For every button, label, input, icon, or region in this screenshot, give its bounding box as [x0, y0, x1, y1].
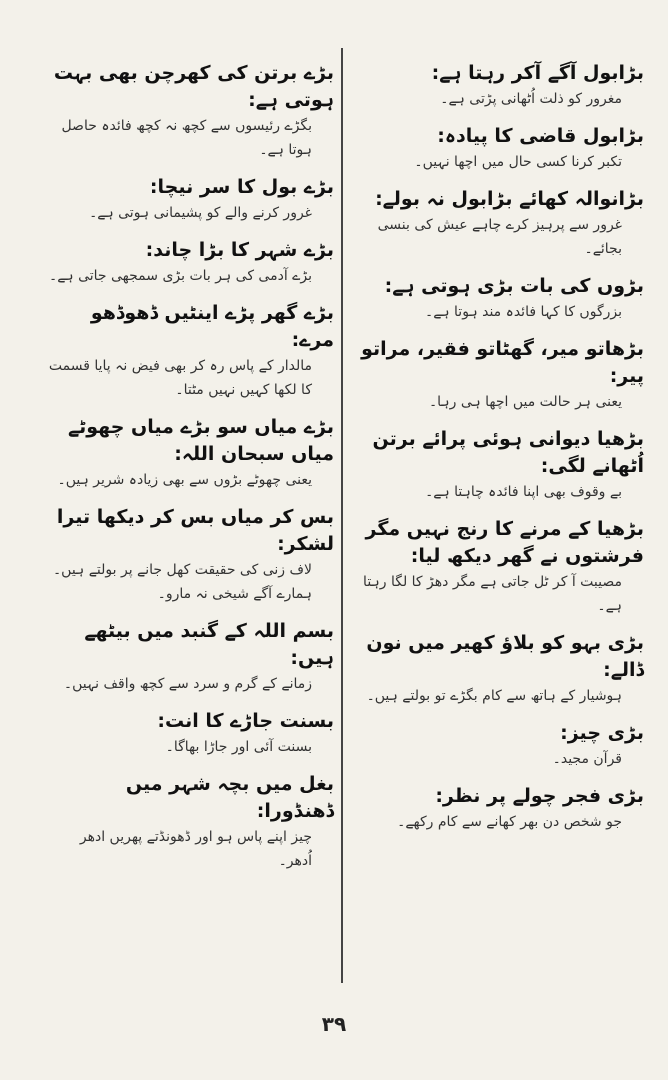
entry [44, 60, 334, 162]
proverb-meaning: چیز اپنے پاس ہو اور ڈھونڈتے پھریں ادھر اُدھر۔ [79, 829, 312, 869]
proverb-heading: بسنت جاڑے کا انت: [157, 710, 334, 732]
proverb-meaning: تکبر کرنا کسی حال میں اچھا نہیں۔ [414, 154, 622, 170]
proverb-heading: بڑے برتن کی کھرچن بھی بہت ہوتی ہے: [53, 62, 334, 111]
proverb-meaning: لاف زنی کی حقیقت کھل جانے پر بولتے ہیں۔ ہمارے آگے شیخی نہ مارو۔ [52, 562, 312, 602]
entry [44, 771, 334, 873]
entry [44, 237, 334, 288]
proverb-heading: بڑے گھر پڑے اینٹیں ڈھوڈھو مرے: [90, 302, 334, 351]
entry [352, 186, 644, 261]
proverb-heading: بڑھیا کے مرنے کا رنج نہیں مگر فرشتوں نے گھر دیکھ لیا: [365, 518, 644, 567]
proverb-meaning: مالدار کے پاس رہ کر بھی فیض نہ پایا قسمت کا لکھا کہیں نہیں مٹتا۔ [48, 358, 312, 398]
proverb-meaning: قرآن مجید۔ [552, 751, 622, 767]
proverb-heading: بڑے شہر کا بڑا چاند: [145, 239, 334, 261]
entry [44, 300, 334, 402]
entry [352, 60, 644, 111]
entry [44, 504, 334, 606]
right-column [352, 60, 644, 846]
proverb-heading: بڑے میاں سو بڑے میاں چھوٹے میاں سبحان اللہ: [68, 416, 334, 465]
proverb-heading: بڑابول آگے آکر رہتا ہے: [431, 62, 644, 84]
proverb-heading: بغل میں بچہ شہر میں ڈھنڈورا: [125, 773, 334, 822]
proverb-meaning: بے وقوف بھی اپنا فائدہ چاہتا ہے۔ [425, 484, 622, 500]
proverb-heading: بڑھاتو میر، گھٹاتو فقیر، مراتو پیر: [361, 338, 644, 387]
proverb-heading: بڑانوالہ کھائے بڑابول نہ بولے: [375, 188, 644, 210]
proverb-meaning: بگڑے رئیسوں سے کچھ نہ کچھ فائدہ حاصل ہوتا ہے۔ [61, 118, 312, 158]
proverb-heading: بڑابول قاضی کا پیادہ: [437, 125, 644, 147]
proverb-meaning: یعنی ہر حالت میں اچھا ہی رہا۔ [428, 394, 622, 410]
proverb-meaning: ہوشیار کے ہاتھ سے کام بگڑے تو بولتے ہیں۔ [366, 688, 622, 704]
entry [352, 516, 644, 618]
proverb-meaning: بزرگوں کا کہا فائدہ مند ہوتا ہے۔ [424, 304, 622, 320]
proverb-heading: بڑوں کی بات بڑی ہوتی ہے: [384, 275, 644, 297]
proverb-meaning: جو شخص دن بھر کھانے سے کام رکھے۔ [397, 814, 622, 830]
proverb-meaning: بسنت آئی اور جاڑا بھاگا۔ [165, 739, 312, 755]
entry [352, 123, 644, 174]
proverb-heading: بس کر میاں بس کر دیکھا تیرا لشکر: [56, 506, 334, 555]
column-divider [341, 48, 343, 983]
entry [44, 708, 334, 759]
entry [352, 336, 644, 414]
proverb-heading: بسم اللہ کے گنبد میں بیٹھے ہیں: [84, 620, 334, 669]
entry [352, 783, 644, 834]
entry [44, 174, 334, 225]
proverb-meaning: غرور سے پرہیز کرے چاہے عیش کی بنسی بجائے۔ [377, 217, 622, 257]
proverb-meaning: غرور کرنے والے کو پشیمانی ہوتی ہے۔ [89, 205, 312, 221]
entry [44, 414, 334, 492]
entry [352, 630, 644, 708]
proverb-meaning: یعنی چھوٹے بڑوں سے بھی زیادہ شریر ہیں۔ [57, 472, 312, 488]
page-number: ۳۹ [321, 1012, 347, 1036]
entry [352, 273, 644, 324]
proverb-heading: بڑھیا دیوانی ہوئی پرائے برتن اُٹھانے لگی: [372, 428, 644, 477]
proverb-meaning: مغرور کو ذلت اُٹھانی پڑتی ہے۔ [440, 91, 622, 107]
proverb-meaning: زمانے کے گرم و سرد سے کچھ واقف نہیں۔ [63, 676, 312, 692]
entry [352, 426, 644, 504]
proverb-meaning: مصیبت آ کر ٹل جاتی ہے مگر دھڑ کا لگا رہتا ہے۔ [363, 574, 622, 614]
entry [44, 618, 334, 696]
left-column [44, 60, 334, 885]
proverb-heading: بڑی چیز: [560, 722, 644, 744]
proverb-heading: بڑے بول کا سر نیچا: [149, 176, 334, 198]
proverb-heading: بڑی بہو کو بلاؤ کھیر میں نون ڈالے: [366, 632, 644, 681]
proverb-meaning: بڑے آدمی کی ہر بات بڑی سمجھی جاتی ہے۔ [49, 268, 312, 284]
proverb-heading: بڑی فجر چولے پر نظر: [435, 785, 644, 807]
entry [352, 720, 644, 771]
